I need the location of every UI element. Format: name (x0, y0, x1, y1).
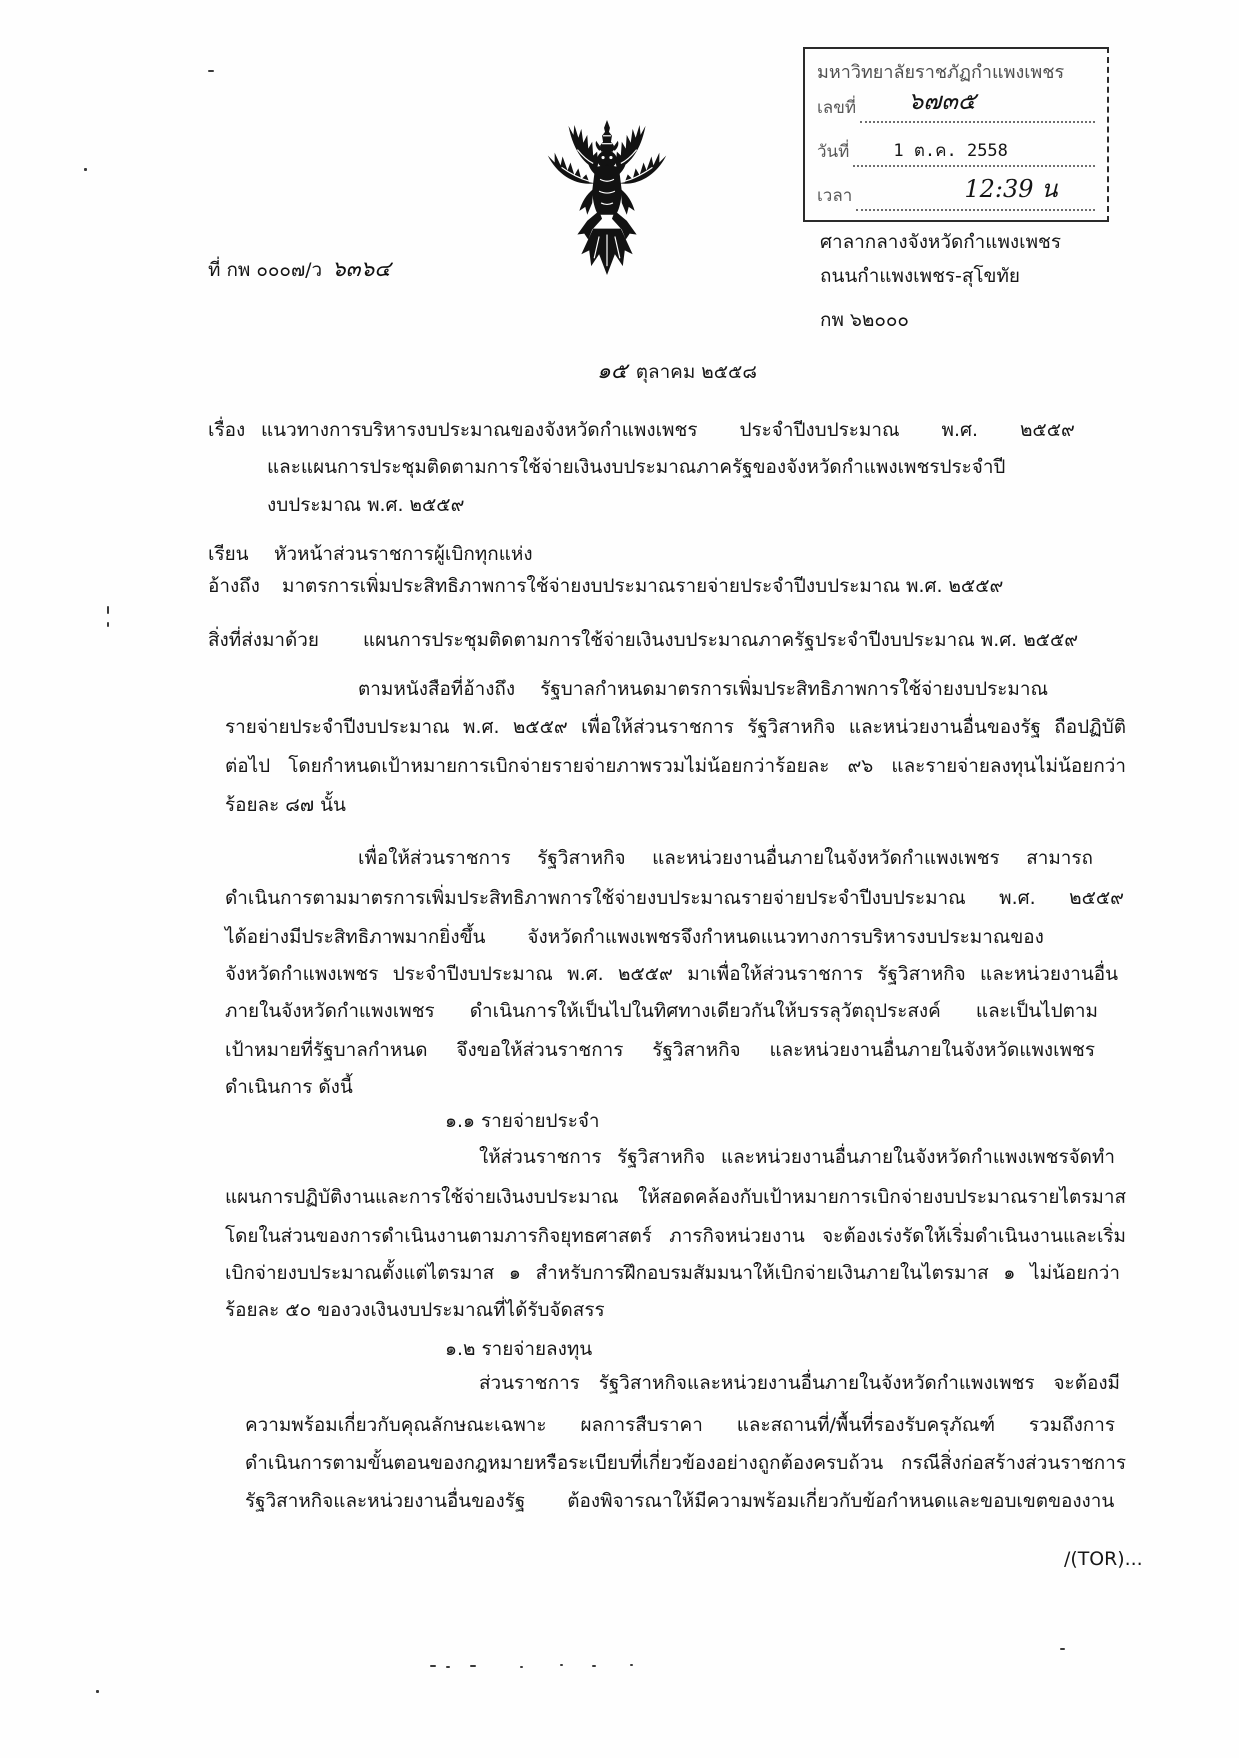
section-heading-text: ๑.๒ รายจ่ายลงทุน (445, 1338, 593, 1360)
reference-label (208, 570, 260, 602)
scan-speck (208, 70, 214, 72)
stamp-date-label: วันที่ (817, 142, 850, 162)
paragraph-text: ตามหนังสือที่อ้างถึง รัฐบาลกำหนดมาตรการเพิ่มประสิทธิภาพการใช้จ่ายงบประมาณ (358, 678, 1048, 700)
stamp-organization: มหาวิทยาลัยราชภัฏกำแพงเพชร (817, 62, 1065, 83)
stamp-time-leader (856, 175, 1095, 211)
section-text: ร้อยละ ๕๐ ของวงเงินงบประมาณที่ได้รับจัดสรร (225, 1299, 605, 1321)
paragraph-text: เป้าหมายที่รัฐบาลกำหนด จึงขอให้ส่วนราชการ รัฐวิสาหกิจ และหน่วยงานอื่นภายในจังหวัดแพงเพชร (225, 1039, 1095, 1061)
reference-text: มาตรการเพิ่มประสิทธิภาพการใช้จ่ายงบประมาณรายจ่ายประจำปีงบประมาณ พ.ศ. ๒๕๕๙ (282, 575, 1004, 597)
date-month-year: ตุลาคม ๒๕๕๘ (635, 361, 757, 383)
paragraph-2-line-7 (225, 1071, 353, 1103)
paragraph-text: ได้อย่างมีประสิทธิภาพมากยิ่งขึ้น จังหวัดกำแพงเพชรจึงกำหนดแนวทางการบริหารงบประมาณของ (225, 926, 1044, 948)
recipient (274, 538, 533, 570)
scan-speck (107, 622, 109, 627)
paragraph-text: จังหวัดกำแพงเพชร ประจำปีงบประมาณ พ.ศ. ๒๕๕๙ มาเพื่อให้ส่วนราชการ รัฐวิสาหกิจ และหน่วยงานอื่น (225, 963, 1118, 985)
subject-text: และแผนการประชุมติดตามการใช้จ่ายเงินงบประมาณภาครัฐของจังหวัดกำแพงเพชรประจำปี (267, 456, 1006, 478)
garuda-emblem (536, 120, 678, 278)
subject-label (208, 414, 245, 446)
section-1-2-line-3 (245, 1447, 1126, 1479)
paragraph-text: ดำเนินการ ดังนี้ (225, 1076, 353, 1098)
paragraph-text: รายจ่ายประจำปีงบประมาณ พ.ศ. ๒๕๕๙ เพื่อให้ส่วนราชการ รัฐวิสาหกิจ และหน่วยงานอื่นของรัฐ ถือปฏิบัติ (225, 716, 1126, 738)
scan-speck (470, 1665, 476, 1667)
reference-label-text: อ้างถึง (208, 575, 260, 597)
stamp-number-value: ๖๗๓๕ (908, 87, 976, 115)
recipient-text: หัวหน้าส่วนราชการผู้เบิกทุกแห่ง (274, 543, 533, 565)
stamp-time-row (817, 177, 1095, 211)
paragraph-1-line-1 (358, 673, 1048, 705)
section-text: แผนการปฏิบัติงานและการใช้จ่ายเงินงบประมาณ ให้สอดคล้องกับเป้าหมายการเบิกจ่ายงบประมาณรายไตรมาส (225, 1186, 1126, 1208)
enclosure-text: แผนการประชุมติดตามการใช้จ่ายเงินงบประมาณภาครัฐประจำปีงบประมาณ พ.ศ. ๒๕๕๙ (363, 629, 1079, 651)
section-text: ดำเนินการตามขั้นตอนของกฎหมายหรือระเบียบที่เกี่ยวข้องอย่างถูกต้องครบถ้วน กรณีสิ่งก่อสร้างส่วนราชการ (245, 1452, 1126, 1474)
enclosure-label (208, 624, 319, 656)
section-text: รัฐวิสาหกิจและหน่วยงานอื่นของรัฐ ต้องพิจารณาให้มีความพร้อมเกี่ยวกับข้อกำหนดและขอบเขตของงาน (245, 1490, 1115, 1512)
paragraph-text: ร้อยละ ๘๗ นั้น (225, 794, 346, 816)
scan-speck (1060, 1648, 1065, 1650)
stamp-time-label: เวลา (817, 186, 853, 206)
enclosure-label-text: สิ่งที่ส่งมาด้วย (208, 629, 319, 651)
document-number-handwritten: ๖๓๖๔ (331, 257, 391, 282)
stamp-date-row (817, 133, 1095, 167)
recipient-label (208, 538, 249, 570)
paragraph-text: เพื่อให้ส่วนราชการ รัฐวิสาหกิจ และหน่วยงานอื่นภายในจังหวัดกำแพงเพชร สามารถ (358, 847, 1093, 869)
paragraph-2-line-2 (225, 882, 1124, 914)
continuation-text: /(TOR)... (1064, 1548, 1143, 1570)
scan-speck (430, 1665, 436, 1667)
section-1-1-line-4 (225, 1257, 1120, 1289)
address-line-1 (820, 226, 1061, 258)
paragraph-2-line-4 (225, 958, 1118, 990)
paragraph-1-line-2 (225, 711, 1126, 743)
paragraph-1-line-3 (225, 750, 1126, 782)
date-day-handwritten: ๑๕ (597, 359, 628, 384)
address-text: ถนนกำแพงเพชร-สุโขทัย (820, 265, 1020, 287)
recipient-label-text: เรียน (208, 543, 249, 565)
section-1-2-heading (445, 1333, 592, 1365)
scan-speck (592, 1665, 596, 1667)
reference (282, 570, 1003, 602)
scan-speck (96, 1690, 99, 1693)
subject-text: งบประมาณ พ.ศ. ๒๕๕๙ (267, 494, 465, 516)
section-text: ความพร้อมเกี่ยวกับคุณลักษณะเฉพาะ ผลการสืบราคา และสถานที่/พื้นที่รองรับครุภัณฑ์ รวมถึงการ (245, 1414, 1115, 1436)
scan-speck (520, 1666, 523, 1668)
address-text: กพ ๖๒๐๐๐ (820, 309, 909, 331)
section-text: เบิกจ่ายงบประมาณตั้งแต่ไตรมาส ๑ สำหรับการฝึกอบรมสัมมนาให้เบิกจ่ายเงินภายในไตรมาส ๑ ไม่น้อยกว่า (225, 1262, 1120, 1284)
section-1-2-line-4 (245, 1485, 1114, 1517)
scan-speck (630, 1664, 633, 1666)
section-1-2-line-2 (245, 1409, 1115, 1441)
paragraph-2-line-5 (225, 995, 1098, 1027)
receipt-stamp (803, 47, 1109, 222)
stamp-number-label: เลขที่ (817, 98, 857, 118)
paragraph-1-line-4 (225, 789, 346, 821)
address-line-3 (820, 304, 909, 336)
stamp-time-value: 12:39 น (964, 175, 1058, 203)
subject-text: แนวทางการบริหารงบประมาณของจังหวัดกำแพงเพชร ประจำปีงบประมาณ พ.ศ. ๒๕๕๙ (261, 419, 1075, 441)
section-1-1-line-2 (225, 1181, 1126, 1213)
subject-line-2 (267, 451, 1005, 483)
subject-line-1 (261, 414, 1075, 446)
stamp-date-leader (853, 135, 1095, 167)
subject-line-3 (267, 489, 464, 521)
scan-speck (84, 168, 87, 171)
stamp-number-leader (860, 87, 1095, 123)
subject-label-text: เรื่อง (208, 419, 246, 441)
paragraph-text: ภายในจังหวัดกำแพงเพชร ดำเนินการให้เป็นไปในทิศทางเดียวกันให้บรรลุวัตถุประสงค์ และเป็นไปตาม (225, 1000, 1098, 1022)
stamp-date-value: 1 ต.ค. 2558 (893, 141, 1008, 161)
section-1-2-line-1 (479, 1367, 1120, 1399)
paragraph-2-line-1 (358, 842, 1093, 874)
letter-date (597, 356, 757, 388)
section-1-1-heading (445, 1105, 600, 1137)
paragraph-text: ดำเนินการตามมาตรการเพิ่มประสิทธิภาพการใช้จ่ายงบประมาณรายจ่ายประจำปีงบประมาณ พ.ศ. ๒๕๕๙ (225, 887, 1124, 909)
document-number-printed: ที่ กพ ๐๐๐๗/ว (208, 259, 323, 281)
address-text: ศาลากลางจังหวัดกำแพงเพชร (820, 231, 1062, 253)
address-line-2 (820, 260, 1020, 292)
scan-speck (446, 1666, 450, 1668)
section-1-1-line-3 (225, 1220, 1126, 1252)
document-number (208, 254, 391, 286)
section-1-1-line-1 (479, 1141, 1115, 1173)
section-text: ส่วนราชการ รัฐวิสาหกิจและหน่วยงานอื่นภายในจังหวัดกำแพงเพชร จะต้องมี (479, 1372, 1120, 1394)
paragraph-text: ต่อไป โดยกำหนดเป้าหมายการเบิกจ่ายรายจ่ายภาพรวมไม่น้อยกว่าร้อยละ ๙๖ และรายจ่ายลงทุนไม่น้อยกว่า (225, 755, 1126, 777)
scan-speck (107, 606, 109, 614)
paragraph-2-line-6 (225, 1034, 1095, 1066)
enclosure (363, 624, 1078, 656)
paragraph-2-line-3 (225, 921, 1044, 953)
section-text: โดยในส่วนของการดำเนินงานตามภารกิจยุทธศาสตร์ ภารกิจหน่วยงาน จะต้องเร่งรัดให้เริ่มดำเนินงานและเริ่ม (225, 1225, 1126, 1247)
section-text: ให้ส่วนราชการ รัฐวิสาหกิจ และหน่วยงานอื่นภายในจังหวัดกำแพงเพชรจัดทำ (479, 1146, 1115, 1168)
section-1-1-line-5 (225, 1294, 605, 1326)
continuation-marker (1064, 1543, 1143, 1575)
scan-speck (560, 1664, 563, 1666)
stamp-number-row (817, 89, 1095, 123)
section-heading-text: ๑.๑ รายจ่ายประจำ (445, 1110, 600, 1132)
